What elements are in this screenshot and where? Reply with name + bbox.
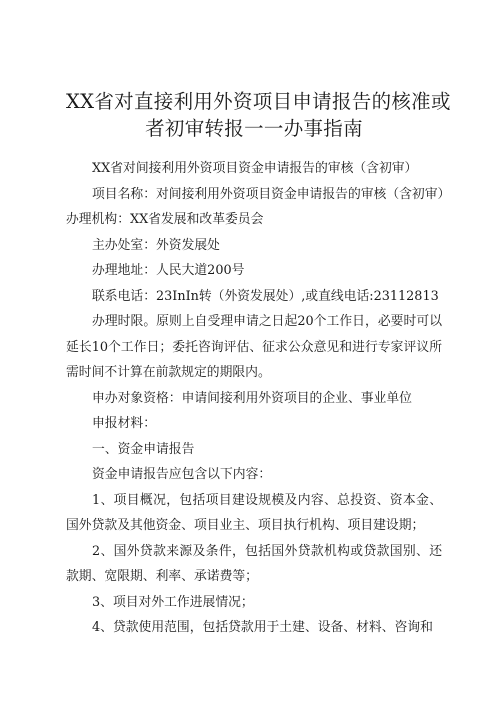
- item-2-paragraph: 2、国外贷款来源及条件，包括国外贷款机构或贷款国别、还款期、宽限期、利率、承诺费等；: [66, 543, 442, 584]
- address-paragraph: 办理地址：人民大道200号: [92, 263, 245, 278]
- item-1-paragraph: 1、项目概况，包括项目建设规模及内容、总投资、资本金、国外贷款及其他资金、项目业主、项目执行机构、项目建设期；: [66, 492, 442, 533]
- section-one-heading: 一、资金申请报告: [92, 441, 195, 457]
- item-3-paragraph: 3、项目对外工作进展情况；: [92, 594, 254, 610]
- document-body: [66, 156, 451, 641]
- title-line-2: 者初审转报一一办事指南: [145, 117, 363, 140]
- report-contents-paragraph: 资金申请报告应包含以下内容：: [92, 467, 272, 482]
- item-4-paragraph: 4、贷款使用范围，包括贷款用于土建、设备、材料、咨询和: [92, 620, 433, 635]
- division-paragraph: 主办处室：外资发展处: [92, 237, 220, 253]
- phone-paragraph: 联系电话：23InIn转（外资发展处）,或直线电话:23112813: [92, 288, 439, 304]
- document-title: [66, 88, 451, 142]
- subtitle-paragraph: XX省对间接利用外资项目资金申请报告的审核（含初审）: [92, 161, 418, 176]
- title-line-1: XX省对直接利用外资项目申请报告的核准或: [66, 90, 451, 113]
- project-name-paragraph: 项目名称：对间接利用外资项目资金申请报告的审核（含初审）: [92, 186, 451, 202]
- eligibility-paragraph: 申办对象资格：申请间接利用外资项目的企业、事业单位: [92, 390, 412, 406]
- time-limit-paragraph: 办理时限。原则上自受理申请之日起20个工作日，必要时可以延长10个工作日；委托咨询评估、征求公众意见和进行专家评议所需时间不计算在前款规定的期限内。: [66, 314, 442, 380]
- agency-paragraph: 办理机构：XX省发展和改革委员会: [66, 212, 264, 227]
- materials-heading: 申报材料：: [92, 416, 156, 431]
